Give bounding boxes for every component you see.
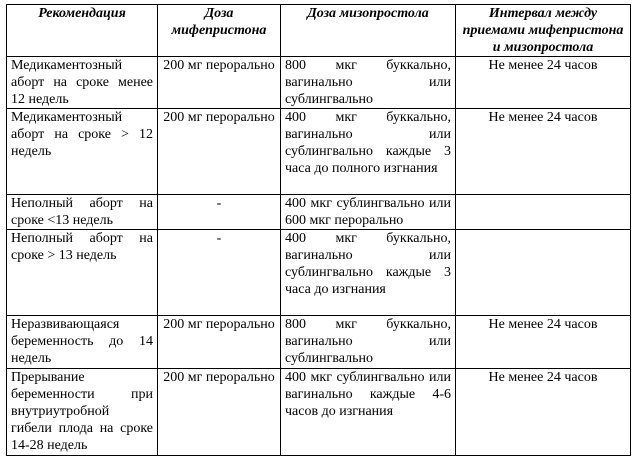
cell-recommendation: Медикаментозный аборт на сроке > 12 недель bbox=[7, 109, 158, 195]
cell-recommendation: Неполный аборт на сроке > 13 недель bbox=[7, 230, 158, 316]
header-recommendation: Рекомендация bbox=[7, 5, 158, 57]
cell-mifepristone: 200 мг перорально bbox=[158, 316, 281, 369]
table-row bbox=[7, 109, 631, 195]
cell-recommendation: Прерывание беременности при внутриутробной гибели плода на сроке 14-28 недель bbox=[7, 369, 158, 456]
header-mifepristone-dose: Доза мифепристона bbox=[158, 5, 281, 57]
cell-mifepristone: - bbox=[158, 195, 281, 230]
dosage-table bbox=[6, 4, 631, 456]
cell-mifepristone: - bbox=[158, 230, 281, 316]
cell-mifepristone: 200 мг перорально bbox=[158, 57, 281, 109]
cell-interval bbox=[456, 195, 631, 230]
cell-misoprostol: 800 мкг буккально, вагинально или сублингвально bbox=[281, 57, 456, 109]
cell-misoprostol: 400 мкг сублингвально или 600 мкг перорально bbox=[281, 195, 456, 230]
cell-misoprostol: 400 мкг буккально, вагинально или сублингвально каждые 3 часа до изгнания bbox=[281, 230, 456, 316]
table-row bbox=[7, 57, 631, 109]
cell-interval: Не менее 24 часов bbox=[456, 109, 631, 195]
cell-interval bbox=[456, 230, 631, 316]
cell-interval: Не менее 24 часов bbox=[456, 369, 631, 456]
cell-misoprostol: 800 мкг буккально, вагинально или сублингвально bbox=[281, 316, 456, 369]
header-misoprostol-dose: Доза мизопростола bbox=[281, 5, 456, 57]
cell-recommendation: Медикаментозный аборт на сроке менее 12 недель bbox=[7, 57, 158, 109]
table-header-row bbox=[7, 5, 631, 57]
table-row bbox=[7, 369, 631, 456]
cell-misoprostol: 400 мкг сублингвально или вагинально каждые 4-6 часов до изгнания bbox=[281, 369, 456, 456]
cell-interval: Не менее 24 часов bbox=[456, 57, 631, 109]
table-row bbox=[7, 195, 631, 230]
cell-mifepristone: 200 мг перорально bbox=[158, 109, 281, 195]
cell-recommendation: Неразвивающаяся беременность до 14 недель bbox=[7, 316, 158, 369]
document-page bbox=[6, 4, 631, 456]
table-row bbox=[7, 230, 631, 316]
table-row bbox=[7, 316, 631, 369]
cell-misoprostol: 400 мкг буккально, вагинально или сублингвально каждые 3 часа до полного изгнания bbox=[281, 109, 456, 195]
header-interval: Интервал между приемами мифепристона и мизопростола bbox=[456, 5, 631, 57]
cell-recommendation: Неполный аборт на сроке <13 недель bbox=[7, 195, 158, 230]
cell-mifepristone: 200 мг перорально bbox=[158, 369, 281, 456]
cell-interval: Не менее 24 часов bbox=[456, 316, 631, 369]
